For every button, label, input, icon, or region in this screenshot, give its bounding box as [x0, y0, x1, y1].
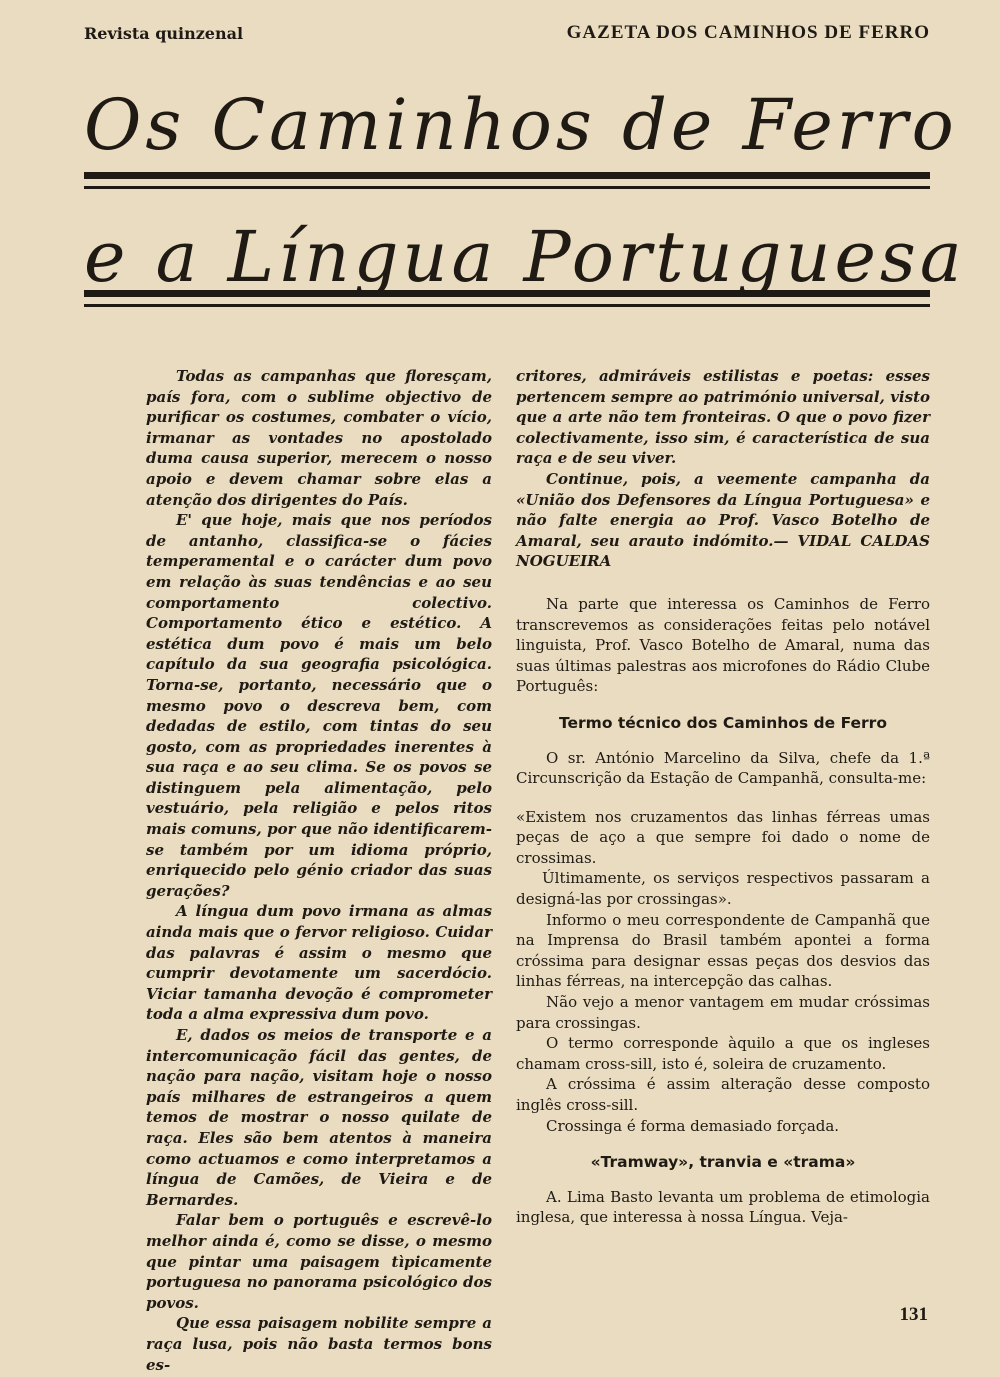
- quoted-letter: [516, 807, 930, 910]
- title-rule-thick-2: [84, 290, 930, 297]
- left-column: [146, 366, 492, 1375]
- title-rule-thick-1: [84, 172, 930, 179]
- body-paragraph: A. Lima Basto levanta um problema de etimologia inglesa, que interessa à nossa Língua. Veja-: [516, 1187, 930, 1227]
- body-paragraph: Informo o meu correspondente de Campanhã que na Imprensa do Brasil também apontei a forma cróssima para designar essas peças dos desvios das linhas férreas, na intercepção das calhas.: [516, 910, 930, 991]
- left-paragraph: Que essa paisagem nobilite sempre a raça lusa, pois não basta termos bons es-: [146, 1314, 492, 1374]
- body-paragraph: Crossinga é forma demasiado forçada.: [546, 1116, 840, 1135]
- quote-paragraph: «Existem nos cruzamentos das linhas férreas umas peças de aço a que sempre foi dado o nome de crossimas.: [516, 807, 930, 867]
- body-paragraph: O sr. António Marcelino da Silva, chefe da 1.ª Circunscrição da Estação de Campanhã, consulta-me:: [516, 748, 930, 788]
- italic-paragraph-text: Continue, pois, a veemente campanha da «União dos Defensores da Língua Portuguesa» e não falte energia ao Prof. Vasco Botelho de Amaral, seu arauto indómito.—: [516, 469, 930, 550]
- intro-paragraph: Na parte que interessa os Caminhos de Ferro transcrevemos as considerações feitas pelo notável linguista, Prof. Vasco Botelho de Amaral, numa das suas últimas palestras aos microfones do Rádio Clube Português:: [516, 594, 930, 696]
- section-heading-1: Termo técnico dos Caminhos de Ferro: [559, 713, 887, 732]
- page-number: 131: [899, 1304, 928, 1325]
- left-paragraph: A língua dum povo irmana as almas ainda mais que o fervor religioso. Cuidar das palavras é assim o mesmo que cumprir devotamente um sacerdócio. Viciar tamanha devoção é comprometer toda a alma expressiva dum povo.: [146, 902, 492, 1024]
- title-rule-thin-1: [84, 186, 930, 189]
- left-paragraph: E' que hoje, mais que nos períodos de antanho, classifica-se o fácies temperamental e o carácter dum povo em relação às suas tendências e ao seu comportamento colectivo. Comportamento ético e estético. A estética dum povo é mais um belo capítulo da sua geografia psicológica. Torna-se, portanto, necessário que o mesmo povo o descreva bem, com dedadas de estilo, com tintas do seu gosto, com as propriedades inerentes à sua raça e ao seu clima. Se os povos se distinguem pela alimentação, pelo vestuário, pela religião e pelos ritos mais comuns, por que não identificarem-se também por um idioma próprio, enriquecido pelo génio criador das suas gerações?: [146, 511, 492, 900]
- quote-paragraph: Últimamente, os serviços respectivos passaram a designá-las por crossingas».: [516, 869, 930, 909]
- italic-paragraph: [516, 469, 930, 572]
- section-heading-2: «Tramway», tranvia e «trama»: [590, 1153, 856, 1172]
- body-paragraph: O termo corresponde àquilo a que os ingleses chamam cross-sill, isto é, soleira de cruzamento.: [516, 1034, 930, 1073]
- body-paragraph: Não vejo a menor vantagem em mudar cróssimas para crossingas.: [516, 993, 930, 1032]
- header-periodicity: Revista quinzenal: [84, 24, 244, 43]
- right-column: [516, 366, 930, 1228]
- article-title-line-1: Os Caminhos de Ferro: [84, 84, 958, 166]
- left-paragraph: Falar bem o português e escrevê-lo melhor ainda é, como se disse, o mesmo que pintar uma paisagem tìpicamente portuguesa no panorama psicológico dos povos.: [146, 1211, 492, 1312]
- lecture-section: [516, 594, 930, 1228]
- italic-paragraph: critores, admiráveis estilistas e poetas: esses pertencem sempre ao património universal, visto que a arte não tem fronteiras. O que o povo fizer colectivamente, isso sim, é característica de sua raça e de seu viver.: [516, 367, 930, 468]
- author-signature: VIDAL CALDAS NOGUEIRA: [516, 531, 930, 571]
- body-paragraph: A cróssima é assim alteração desse composto inglês cross-sill.: [516, 1075, 930, 1114]
- header-publication-name: GAZETA DOS CAMINHOS DE FERRO: [566, 22, 930, 43]
- left-paragraph: E, dados os meios de transporte e a intercomunicação fácil das gentes, de nação para nação, visitam hoje o nosso país milhares de estrangeiros a quem temos de mostrar o nosso quilate de raça. Eles são bem atentos à maneira como actuamos e como interpretamos a língua de Camões, de Vieira e de Bernardes.: [146, 1026, 492, 1209]
- article-title-line-2: e a Língua Portuguesa: [84, 216, 966, 298]
- title-rule-thin-2: [84, 304, 930, 307]
- left-paragraph: Todas as campanhas que floresçam, país fora, com o sublime objectivo de purificar os costumes, combater o vício, irmanar as vontades no apostolado duma causa superior, merecem o nosso apoio e devem chamar sobre elas a atenção dos dirigentes do País.: [146, 367, 492, 509]
- editorial-continuation: [516, 366, 930, 572]
